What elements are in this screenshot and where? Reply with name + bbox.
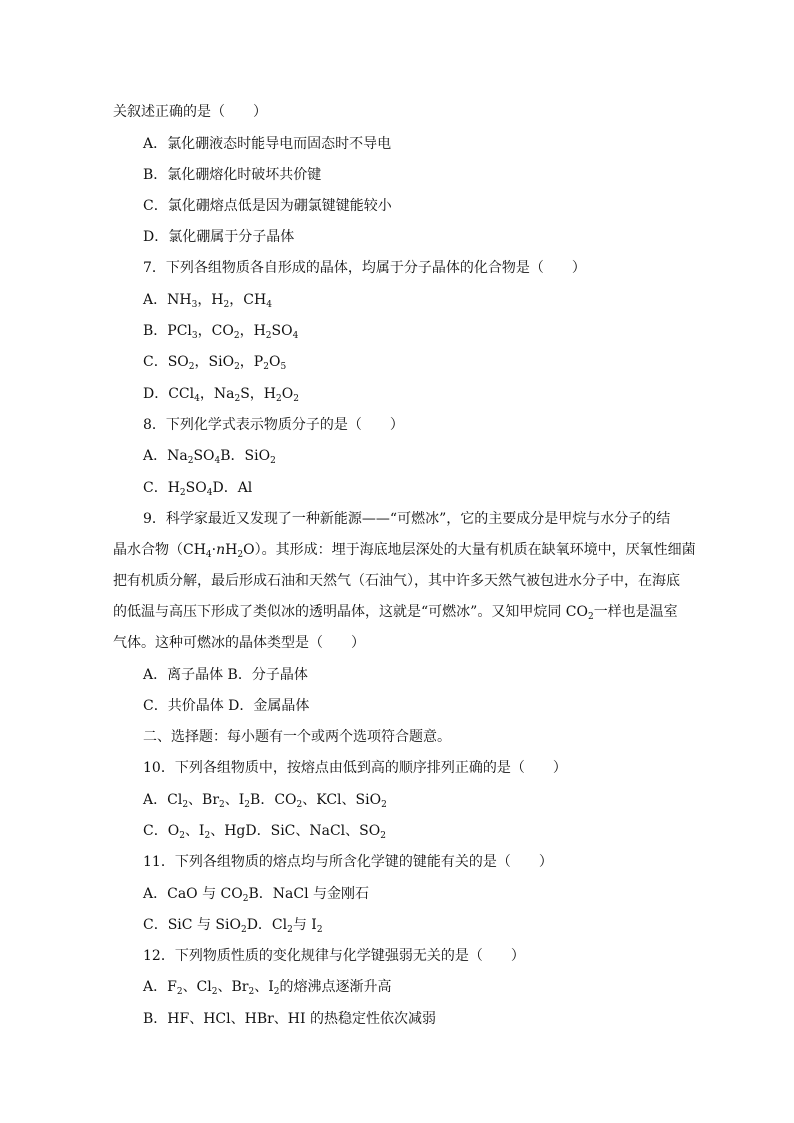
q10-stem: 10．下列各组物质中，按熔点由低到高的顺序排列正确的是（ ） — [143, 760, 567, 776]
q7-option-d: D．CCl$_4$，$Na_2S$，$H_2O_2$ — [143, 386, 299, 404]
q7-option-c: C．$SO_2$，SiO$_2$，$P_2O_5$ — [143, 354, 287, 372]
q8-stem: 8．下列化学式表示物质分子的是（ ） — [143, 417, 404, 433]
q9-options-cd: C．共价晶体 D．金属晶体 — [143, 698, 310, 714]
q11-options-cd: C．SiC 与 SiO$_2$D．$Cl_2$与 $I_2$ — [143, 917, 323, 935]
q6-option-a: A．氯化硼液态时能导电而固态时不导电 — [143, 136, 392, 152]
q11-options-ab: A．CaO 与 $CO_2B$．NaCl 与金刚石 — [143, 886, 370, 904]
q9-stem-line-4: 的低温与高压下形成了类似冰的透明晶体，这就是“可燃冰”。又知甲烷同 $CO_2$一样也是温室 — [113, 604, 678, 622]
section-heading: 二、选择题：每小题有一个或两个选项符合题意。 — [143, 729, 451, 745]
q12-option-a: A．$F_2$、$Cl_2$、$Br_2$、$I_2$的熔沸点逐渐升高 — [143, 979, 392, 997]
q7-stem: 7．下列各组物质各自形成的晶体，均属于分子晶体的化合物是（ ） — [143, 260, 586, 276]
q6-stem-tail: 关叙述正确的是（ ） — [113, 104, 267, 120]
q8-options-cd: C．$H_2SO_4D$．Al — [143, 480, 253, 498]
q7-option-a: A．$NH_3$，$H_2$，$CH_4$ — [143, 292, 272, 310]
q11-stem: 11．下列各组物质的熔点均与所含化学键的键能有关的是（ ） — [143, 854, 553, 870]
q6-option-c: C．氯化硼熔点低是因为硼氯键键能较小 — [143, 198, 392, 214]
q9-stem-line-5: 气体。这种可燃冰的晶体类型是（ ） — [113, 635, 365, 651]
q7-option-b: B．PCl$_3$，$CO_2$，$H_2SO_4$ — [143, 323, 299, 341]
q9-stem-line-1: 9．科学家最近又发现了一种新能源——“可燃冰”，它的主要成分是甲烷与水分子的结 — [143, 511, 671, 527]
q9-options-ab: A．离子晶体 B．分子晶体 — [143, 667, 308, 683]
q6-option-b: B．氯化硼熔化时破坏共价键 — [143, 167, 322, 183]
q6-option-d: D．氯化硼属于分子晶体 — [143, 229, 295, 245]
q9-stem-line-2: 晶水合物$(CH_4\cdot nH_2O)$。其形成：埋于海底地层深处的大量有机质在缺氧环境中，厌氧性细菌 — [113, 542, 696, 560]
q12-option-b: B．HF、HCl、HBr、HI 的热稳定性依次减弱 — [143, 1011, 436, 1027]
q10-options-ab: A．$Cl_2$、$Br_2$、$I_2B$．$CO_2$、KCl、SiO$_2$ — [143, 792, 387, 810]
q9-stem-line-3: 把有机质分解，最后形成石油和天然气（石油气），其中许多天然气被包进水分子中，在海底 — [113, 573, 680, 589]
q10-options-cd: C．$O_2$、$I_2$、HgD．SiC、NaCl、$SO_2$ — [143, 823, 386, 841]
q8-options-ab: A．$Na_2SO_4B$．SiO$_2$ — [143, 448, 276, 466]
q12-stem: 12．下列物质性质的变化规律与化学键强弱无关的是（ ） — [143, 948, 525, 964]
